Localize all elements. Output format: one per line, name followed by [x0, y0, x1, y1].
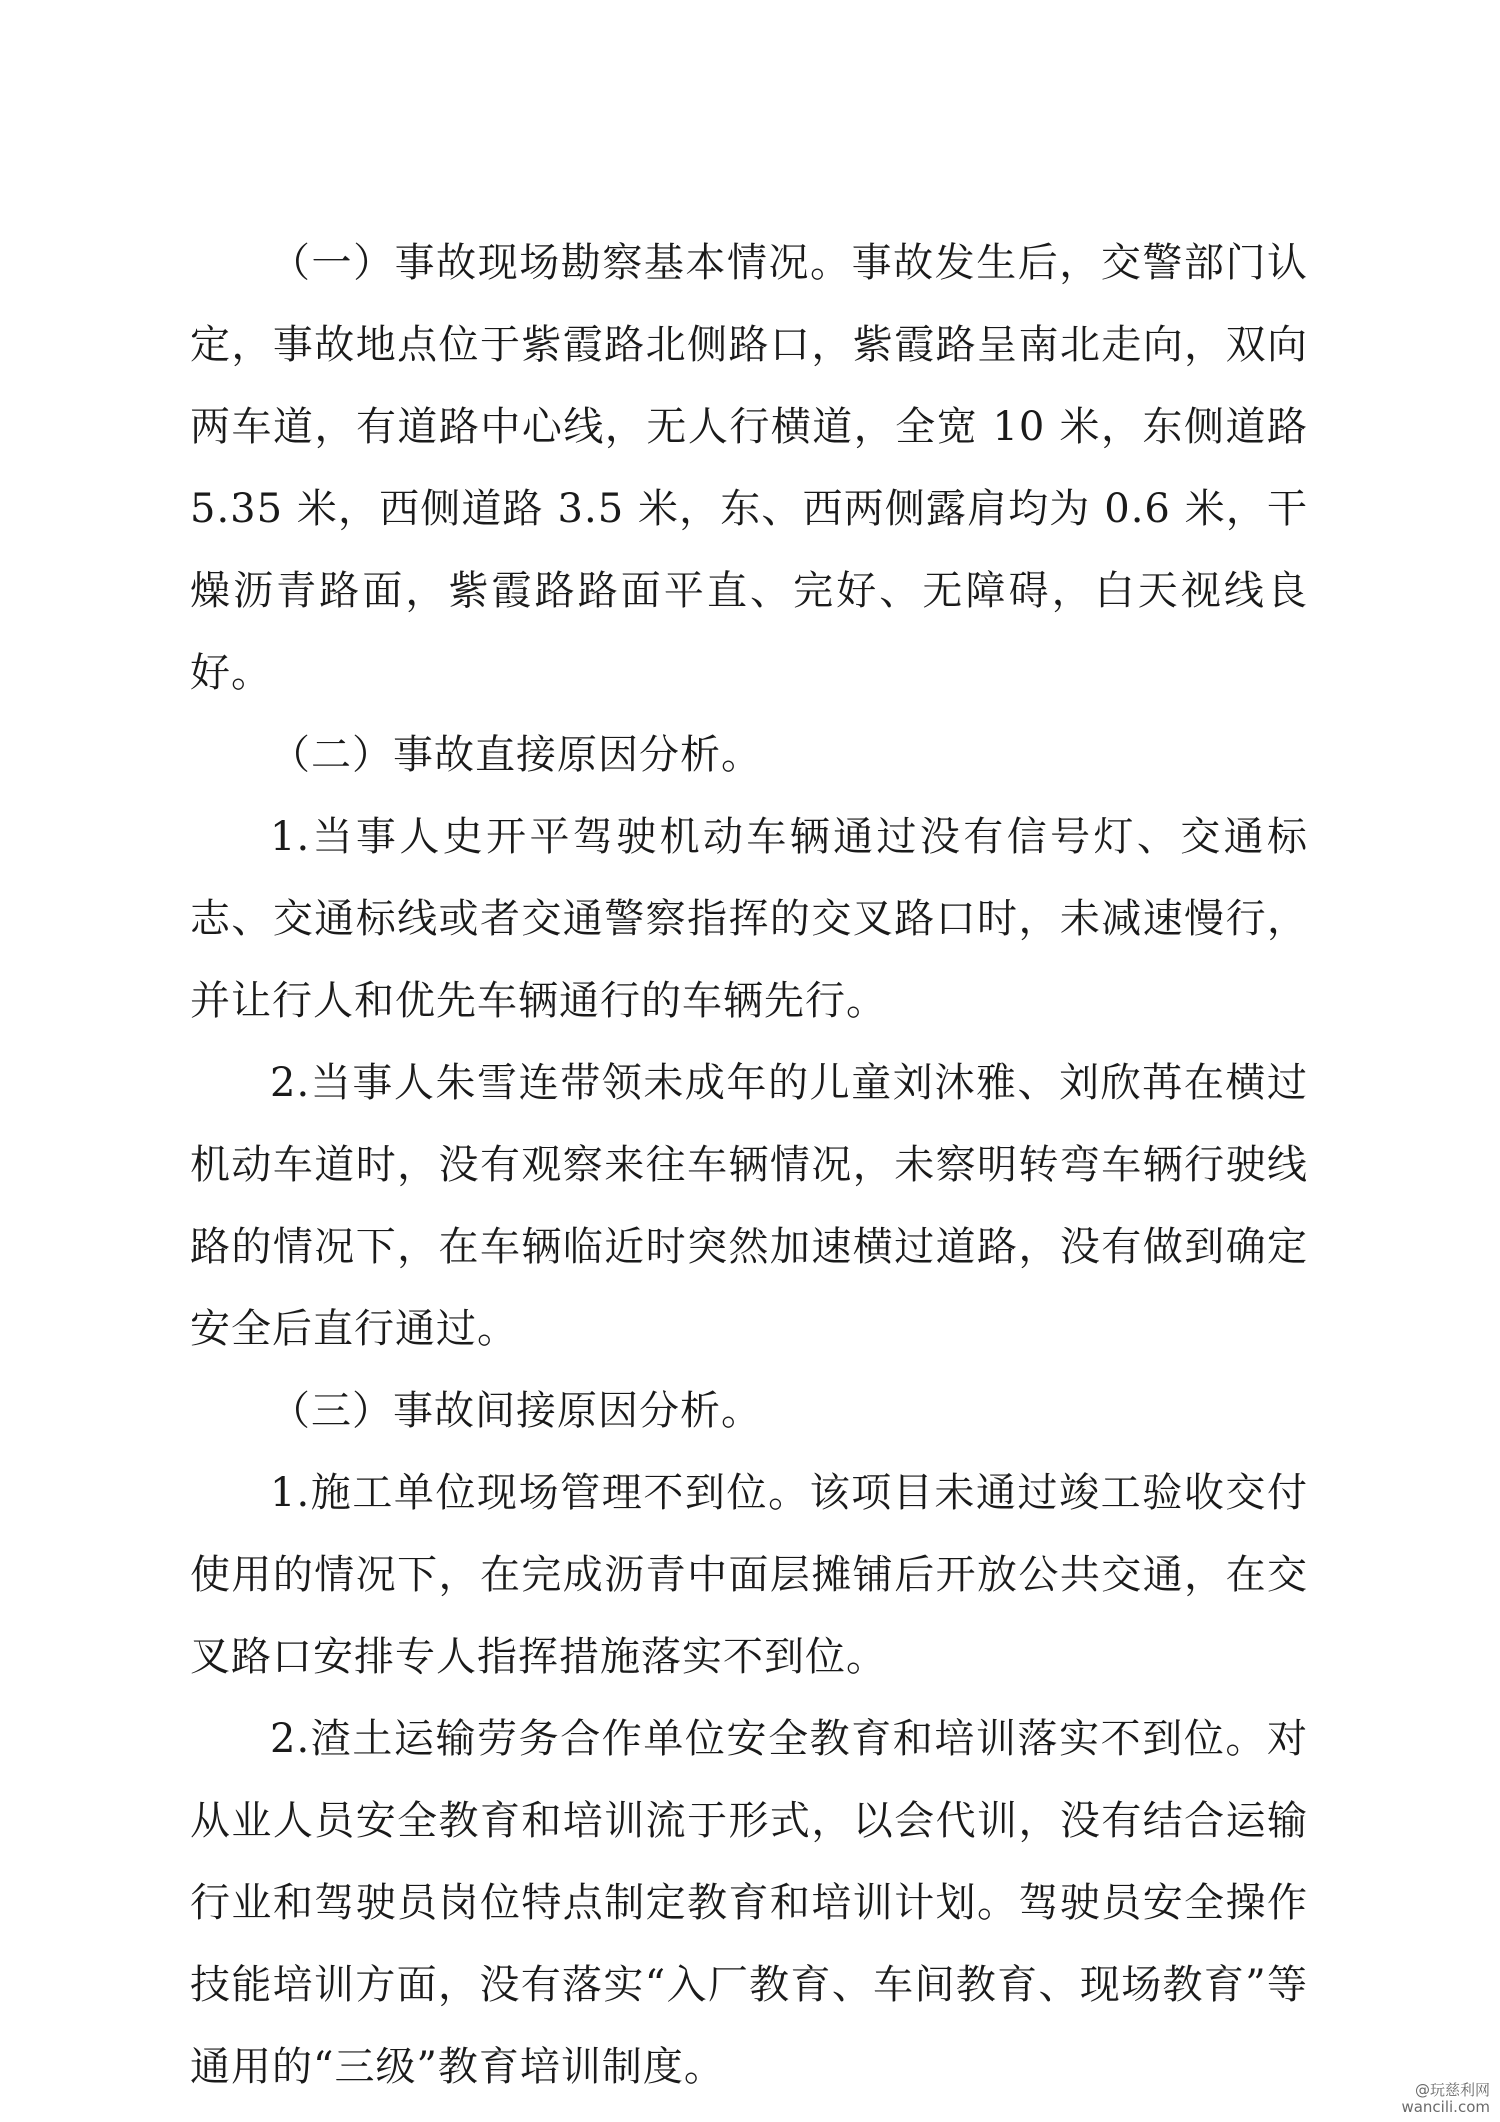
heading-indirect-cause: （三）事故间接原因分析。 [270, 1388, 762, 1434]
document-body [190, 222, 1308, 2108]
paragraph-direct-cause-2: 2.当事人朱雪连带领未成年的儿童刘沐雅、刘欣苒在横过机动车道时，没有观察来往车辆情况，未察明转弯车辆行驶线路的情况下，在车辆临近时突然加速横过道路，没有做到确定安全后直行通过。 [190, 1060, 1308, 1352]
paragraph-indirect-cause-2: 2.渣土运输劳务合作单位安全教育和培训落实不到位。对从业人员安全教育和培训流于形式，以会代训，没有结合运输行业和驾驶员岗位特点制定教育和培训计划。驾驶员安全操作技能培训方面，没有落实“入厂教育、车间教育、现场教育”等通用的“三级”教育培训制度。 [190, 1716, 1308, 2090]
watermark-line-1: @玩慈利网 [1414, 2081, 1490, 2099]
paragraph-direct-cause-1: 1.当事人史开平驾驶机动车辆通过没有信号灯、交通标志、交通标线或者交通警察指挥的交叉路口时，未减速慢行，并让行人和优先车辆通行的车辆先行。 [190, 814, 1308, 1024]
watermark [1340, 2082, 1490, 2116]
paragraph-indirect-cause-1: 1.施工单位现场管理不到位。该项目未通过竣工验收交付使用的情况下，在完成沥青中面层摊铺后开放公共交通，在交叉路口安排专人指挥措施落实不到位。 [190, 1470, 1308, 1680]
watermark-line-2: wancili.com [1401, 2098, 1490, 2116]
paragraph-site-survey: （一）事故现场勘察基本情况。事故发生后，交警部门认定，事故地点位于紫霞路北侧路口，紫霞路呈南北走向，双向两车道，有道路中心线，无人行横道，全宽 10 米，东侧道路 5.35 米，西侧道路 3.5 米，东、西两侧露肩均为 0.6 米，干燥沥青路面，紫霞路路面平直、完好、无障碍，白天视线良好。 [190, 240, 1308, 696]
heading-direct-cause: （二）事故直接原因分析。 [270, 732, 762, 778]
